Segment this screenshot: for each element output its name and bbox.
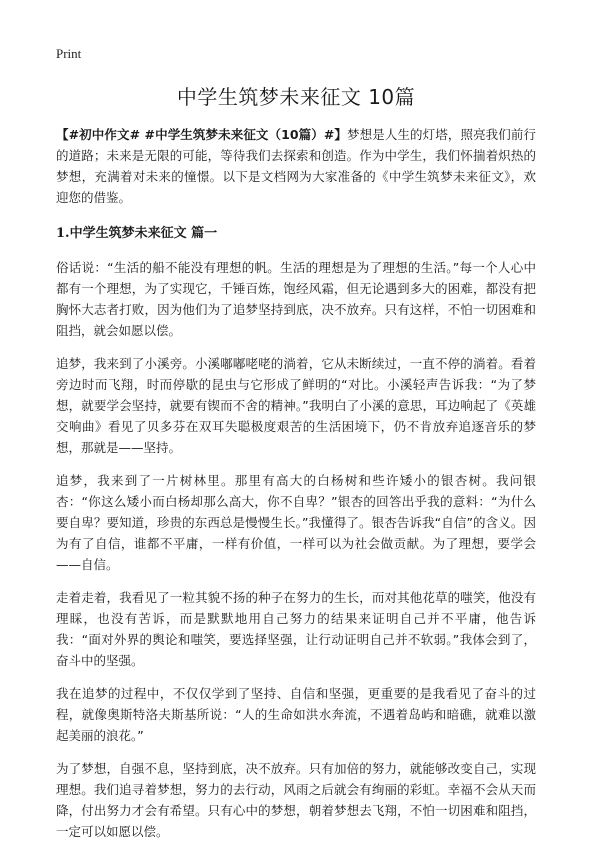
section-heading: 1.中学生筑梦未来征文 篇一 bbox=[56, 226, 218, 241]
body-paragraph-2: 追梦，我来到了小溪旁。小溪嘟嘟咾咾的淌着，它从未断续过，一直不停的淌着。看着旁边时而飞翔，时而停歇的昆虫与它形成了鲜明的“对比。小溪轻声告诉我：“为了梦想，就要学会坚持，就要有锲而不舍的精神。”我明白了小溪的意思，耳边响起了《英雄交响曲》看见了贝多芬在双耳失聪极度艰苦的生活困境下，仍不肯放弃追逐音乐的梦想，那就是——坚持。 bbox=[56, 356, 536, 455]
intro-tag: 【#初中作文# #中学生筑梦未来征文（10篇）#】 bbox=[56, 127, 348, 142]
body-paragraph-4: 走着走着，我看见了一粒其貌不扬的种子在努力的生长，而对其他花草的嗤笑，他没有理睬，也没有苦诉，而是默默地用自己努力的结果来证明自己并不平庸，他告诉我：“面对外界的舆论和嗤笑，要选择坚强，让行动证明自己并不软弱。”我体会到了，奋斗中的坚强。 bbox=[56, 590, 536, 668]
body-paragraph-3: 追梦，我来到了一片树林里。那里有高大的白杨树和些许矮小的银杏树。我问银杏：“你这么矮小而白杨却那么高大，你不自卑？”银杏的回答出乎我的意料：“为什么要自卑？要知道，珍贵的东西总是慢慢生长。”我懂得了。银杏告诉我“自信”的含义。因为有了自信，谁都不平庸，一样有价值，一样可以为社会做贡献。为了理想，要学会——自信。 bbox=[56, 473, 536, 572]
print-link[interactable]: Print bbox=[56, 46, 82, 61]
intro-text: 梦想是人生的灯塔，照亮我们前行的道路；未来是无限的可能，等待我们去探索和创造。作为中学生，我们怀揣着炽热的梦想，充满着对未来的憧憬。以下是文档网为大家准备的《中学生筑梦未来征文》，欢迎您的借鉴。 bbox=[56, 127, 536, 205]
document-title: 中学生筑梦未来征文 10篇 bbox=[176, 85, 416, 109]
intro-paragraph bbox=[56, 124, 536, 208]
body-paragraph-1: 俗话说：“生活的船不能没有理想的帆。生活的理想是为了理想的生活。”每一个人心中都有一个理想，为了实现它，千锤百炼，饱经风霜，但无论遇到多大的困难，都没有把胸怀大志者打败，因为他们为了追梦坚持到底，决不放弃。只有这样，不怕一切困难和阻挡，就会如愿以偿。 bbox=[56, 260, 536, 338]
body-paragraph-6: 为了梦想，自强不息，坚持到底，决不放弃。只有加倍的努力，就能够改变自己，实现理想。我们追寻着梦想，努力的去行动，风雨之后就会有绚丽的彩虹。幸福不会从天而降，付出努力才会有希望。只有心中的梦想，朝着梦想去飞翔，不怕一切困难和阻挡，一定可以如愿以偿。 bbox=[56, 761, 536, 839]
body-paragraph-5: 我在追梦的过程中，不仅仅学到了坚持、自信和坚强，更重要的是我看见了奋斗的过程，就像奥斯特洛夫斯基所说：“人的生命如洪水奔流，不遇着岛屿和暗礁，就难以激起美丽的浪花。” bbox=[56, 686, 536, 743]
